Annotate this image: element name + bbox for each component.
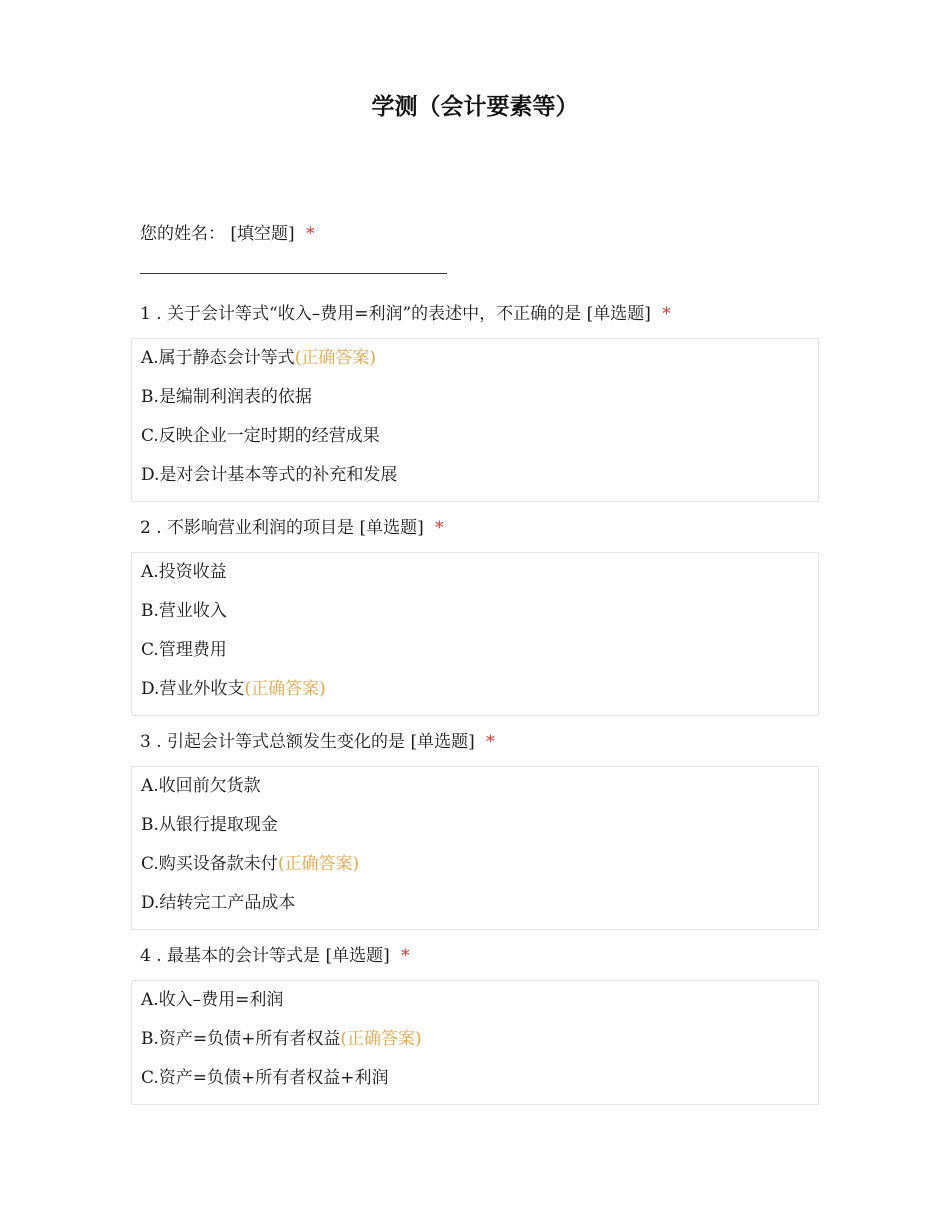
name-type-tag: [填空题] — [230, 224, 295, 244]
question-3 — [131, 728, 819, 930]
option-c[interactable] — [132, 634, 818, 673]
option-list — [131, 766, 819, 930]
question-number: 2 . — [140, 518, 162, 538]
option-text: D.是对会计基本等式的补充和发展 — [141, 465, 398, 485]
page-title: 学测（会计要素等） — [371, 94, 579, 120]
question-type-tag: [单选题] — [325, 946, 390, 966]
option-text: A.投资收益 — [141, 562, 227, 582]
option-text: B.资产=负债+所有者权益 — [141, 1029, 341, 1049]
correct-answer-tag: (正确答案) — [294, 348, 376, 368]
option-a[interactable] — [132, 984, 818, 1023]
option-text: C.购买设备款未付 — [141, 854, 278, 874]
option-d[interactable] — [132, 673, 818, 712]
question-type-tag: [单选题] — [586, 304, 651, 324]
option-a[interactable] — [132, 770, 818, 809]
question-2 — [131, 514, 819, 716]
option-a[interactable] — [132, 556, 818, 595]
required-mark: * — [306, 224, 315, 244]
correct-answer-tag: (正确答案) — [340, 1029, 422, 1049]
option-d[interactable] — [132, 887, 818, 926]
option-text: A.属于静态会计等式 — [141, 348, 295, 368]
required-mark: * — [662, 304, 671, 324]
required-mark: * — [486, 732, 495, 752]
option-b[interactable] — [132, 809, 818, 848]
name-question — [140, 220, 820, 274]
question-1 — [131, 300, 819, 502]
question-text: 关于会计等式“收入–费用=利润”的表述中，不正确的是 — [167, 304, 582, 324]
option-b[interactable] — [132, 595, 818, 634]
required-mark: * — [435, 518, 444, 538]
question-type-tag: [单选题] — [359, 518, 424, 538]
option-text: D.结转完工产品成本 — [141, 893, 296, 913]
correct-answer-tag: (正确答案) — [244, 679, 326, 699]
correct-answer-tag: (正确答案) — [277, 854, 360, 874]
option-c[interactable] — [132, 1062, 818, 1101]
option-a[interactable] — [132, 342, 818, 381]
question-title — [131, 300, 819, 328]
option-d[interactable] — [132, 459, 818, 498]
option-list — [131, 980, 819, 1105]
option-text: D.营业外收支 — [141, 679, 245, 699]
question-number: 3 . — [140, 732, 162, 752]
question-title — [131, 942, 819, 970]
question-number: 1 . — [140, 304, 162, 324]
option-text: C.管理费用 — [141, 640, 227, 660]
option-list — [131, 552, 819, 716]
question-text: 最基本的会计等式是 — [167, 946, 321, 966]
name-answer-blank[interactable] — [140, 273, 447, 274]
question-text: 不影响营业利润的项目是 — [167, 518, 355, 538]
question-4 — [131, 942, 819, 1105]
option-c[interactable] — [132, 848, 818, 887]
option-b[interactable] — [132, 381, 818, 420]
question-number: 4 . — [140, 946, 162, 966]
option-text: A.收回前欠货款 — [141, 776, 261, 796]
option-text: C.资产=负债+所有者权益+利润 — [141, 1068, 389, 1088]
question-type-tag: [单选题] — [410, 732, 475, 752]
required-mark: * — [401, 946, 410, 966]
question-title — [131, 514, 819, 542]
option-text: C.反映企业一定时期的经营成果 — [141, 426, 380, 446]
option-b[interactable] — [132, 1023, 818, 1062]
name-label-text: 您的姓名： — [140, 224, 225, 244]
option-text: B.是编制利润表的依据 — [141, 387, 312, 407]
option-c[interactable] — [132, 420, 818, 459]
option-text: B.从银行提取现金 — [141, 815, 278, 835]
option-text: B.营业收入 — [141, 601, 227, 621]
name-question-label — [140, 220, 820, 248]
question-title — [131, 728, 819, 756]
option-list — [131, 338, 819, 502]
option-text: A.收入–费用=利润 — [141, 990, 284, 1010]
question-text: 引起会计等式总额发生变化的是 — [167, 732, 406, 752]
